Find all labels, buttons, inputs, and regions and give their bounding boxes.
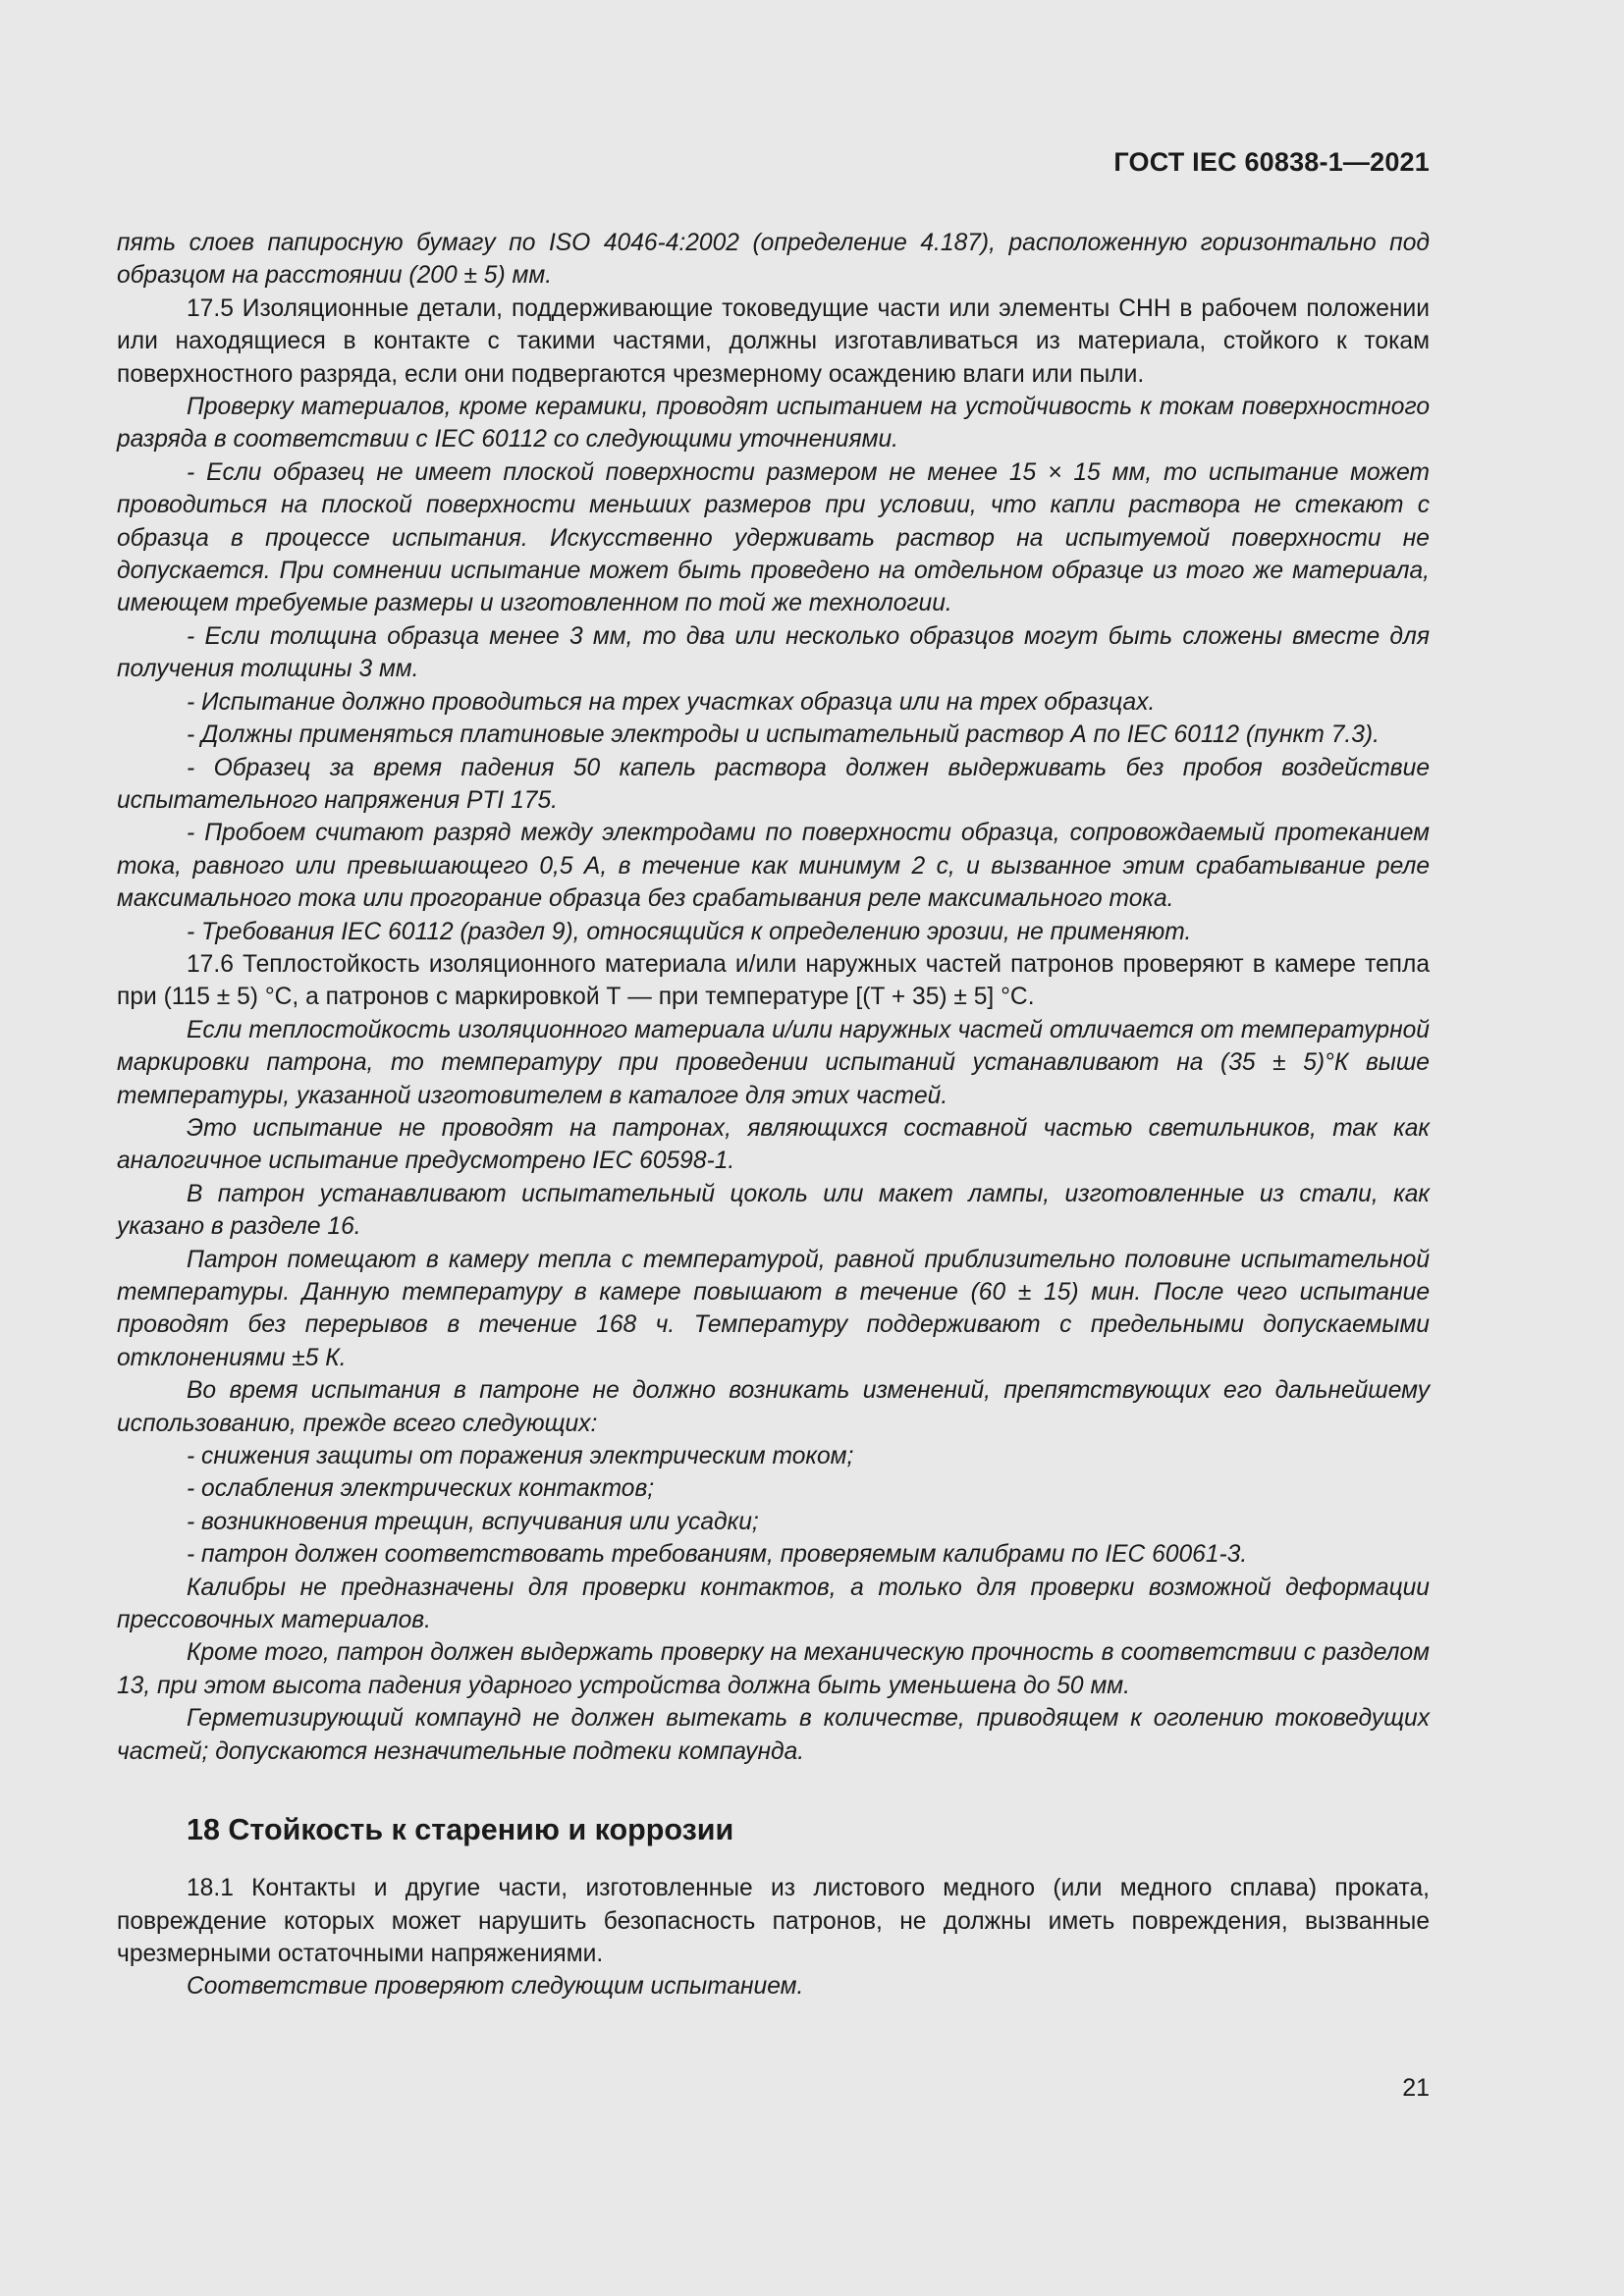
paragraph: - Если толщина образца менее 3 мм, то два или несколько образцов могут быть сложены вместе для получения толщины 3 мм. (117, 622, 1430, 683)
paragraph: Соответствие проверяют следующим испытанием. (187, 1973, 804, 2001)
paragraph: 18.1 Контакты и другие части, изготовленные из листового медного (или медного сплава) проката, повреждение которых может нарушить безопасность патронов, не должны иметь повреждения, вызванные чрезмерными остаточными напряжениями. (117, 1875, 1430, 1967)
page-content (117, 227, 1430, 2003)
section-heading: 18 Стойкость к старению и коррозии (187, 1813, 734, 1847)
paragraph: пять слоев папиросную бумагу по ISO 4046-4:2002 (определение 4.187), расположенную горизонтально под образцом на расстоянии (200 ± 5) мм. (117, 230, 1430, 290)
paragraph: - Если образец не имеет плоской поверхности размером не менее 15 × 15 мм, то испытание может проводиться на плоской поверхности меньших размеров при условии, что капли раствора не стекают с образца в процессе испытания. Искусственно удерживать раствор на испытуемой поверхности не допускается. При сомнении испытание может быть проведено на отдельном образце из того же материала, имеющем требуемые размеры и изготовленном по той же технологии. (117, 458, 1430, 617)
paragraph: 17.5 Изоляционные детали, поддерживающие токоведущие части или элементы СНН в рабочем положении или находящиеся в контакте с такими частями, должны изготавливаться из материала, стойкого к токам поверхностного разряда, если они подвергаются чрезмерному осаждению влаги или пыли. (117, 294, 1430, 388)
paragraph: Герметизирующий компаунд не должен вытекать в количестве, приводящем к оголению токоведущих частей; допускаются незначительные подтеки компаунда. (117, 1705, 1430, 1765)
paragraph: - снижения защиты от поражения электрическим током; (187, 1443, 854, 1470)
paragraph-group-clause-17 (117, 227, 1430, 1768)
paragraph: - возникновения трещин, вспучивания или усадки; (187, 1508, 759, 1535)
paragraph: Во время испытания в патроне не должно возникать изменений, препятствующих его дальнейшему использованию, прежде всего следующих: (117, 1377, 1430, 1437)
standard-header: ГОСТ IEC 60838-1—2021 (1113, 147, 1430, 177)
paragraph: - Должны применяться платиновые электроды и испытательный раствор А по IEC 60112 (пункт 7.3). (187, 721, 1380, 749)
paragraph: Если теплостойкость изоляционного материала и/или наружных частей отличается от температурной маркировки патрона, то температуру при проведении испытаний устанавливают на (35 ± 5)°К выше температуры, указанной изготовителем в каталоге для этих частей. (117, 1016, 1430, 1109)
paragraph: Это испытание не проводят на патронах, являющихся составной частью светильников, так как аналогичное испытание предусмотрено IEC 60598-1. (117, 1114, 1430, 1175)
paragraph: - патрон должен соответствовать требованиям, проверяемым калибрами по IEC 60061-3. (187, 1541, 1248, 1569)
page-number: 21 (1402, 2074, 1430, 2102)
paragraph: В патрон устанавливают испытательный цоколь или макет лампы, изготовленные из стали, как указано в разделе 16. (117, 1180, 1430, 1241)
paragraph: - Образец за время падения 50 капель раствора должен выдерживать без пробоя воздействие испытательного напряжения PTI 175. (117, 754, 1430, 814)
paragraph: 17.6 Теплостойкость изоляционного материала и/или наружных частей патронов проверяют в камере тепла при (115 ± 5) °С, а патронов с маркировкой Т — при температуре [(T + 35) ± 5] °C. (117, 950, 1430, 1011)
paragraph: Патрон помещают в камеру тепла с температурой, равной приблизительно половине испытательной температуры. Данную температуру в камере повышают в течение (60 ± 15) мин. После чего испытание проводят без перерывов в течение 168 ч. Температуру поддерживают с предельными допускаемыми отклонениями ±5 К. (117, 1246, 1430, 1371)
paragraph: - Пробоем считают разряд между электродами по поверхности образца, сопровождаемый протеканием тока, равного или превышающего 0,5 А, в течение как минимум 2 с, и вызванное этим срабатывание реле максимального тока или прогорание образца без срабатывания реле максимального тока. (117, 820, 1430, 913)
paragraph: - ослабления электрических контактов; (187, 1475, 655, 1503)
paragraph-group-clause-18 (117, 1872, 1430, 2003)
paragraph: Калибры не предназначены для проверки контактов, а только для проверки возможной деформации прессовочных материалов. (117, 1574, 1430, 1634)
paragraph: - Требования IEC 60112 (раздел 9), относящийся к определению эрозии, не применяют. (187, 918, 1192, 945)
paragraph: - Испытание должно проводиться на трех участках образца или на трех образцах. (187, 688, 1156, 716)
paragraph: Кроме того, патрон должен выдержать проверку на механическую прочность в соответствии с разделом 13, при этом высота падения ударного устройства должна быть уменьшена до 50 мм. (117, 1639, 1430, 1699)
paragraph: Проверку материалов, кроме керамики, проводят испытанием на устойчивость к токам поверхностного разряда в соответствии с IEC 60112 со следующими уточнениями. (117, 394, 1430, 454)
